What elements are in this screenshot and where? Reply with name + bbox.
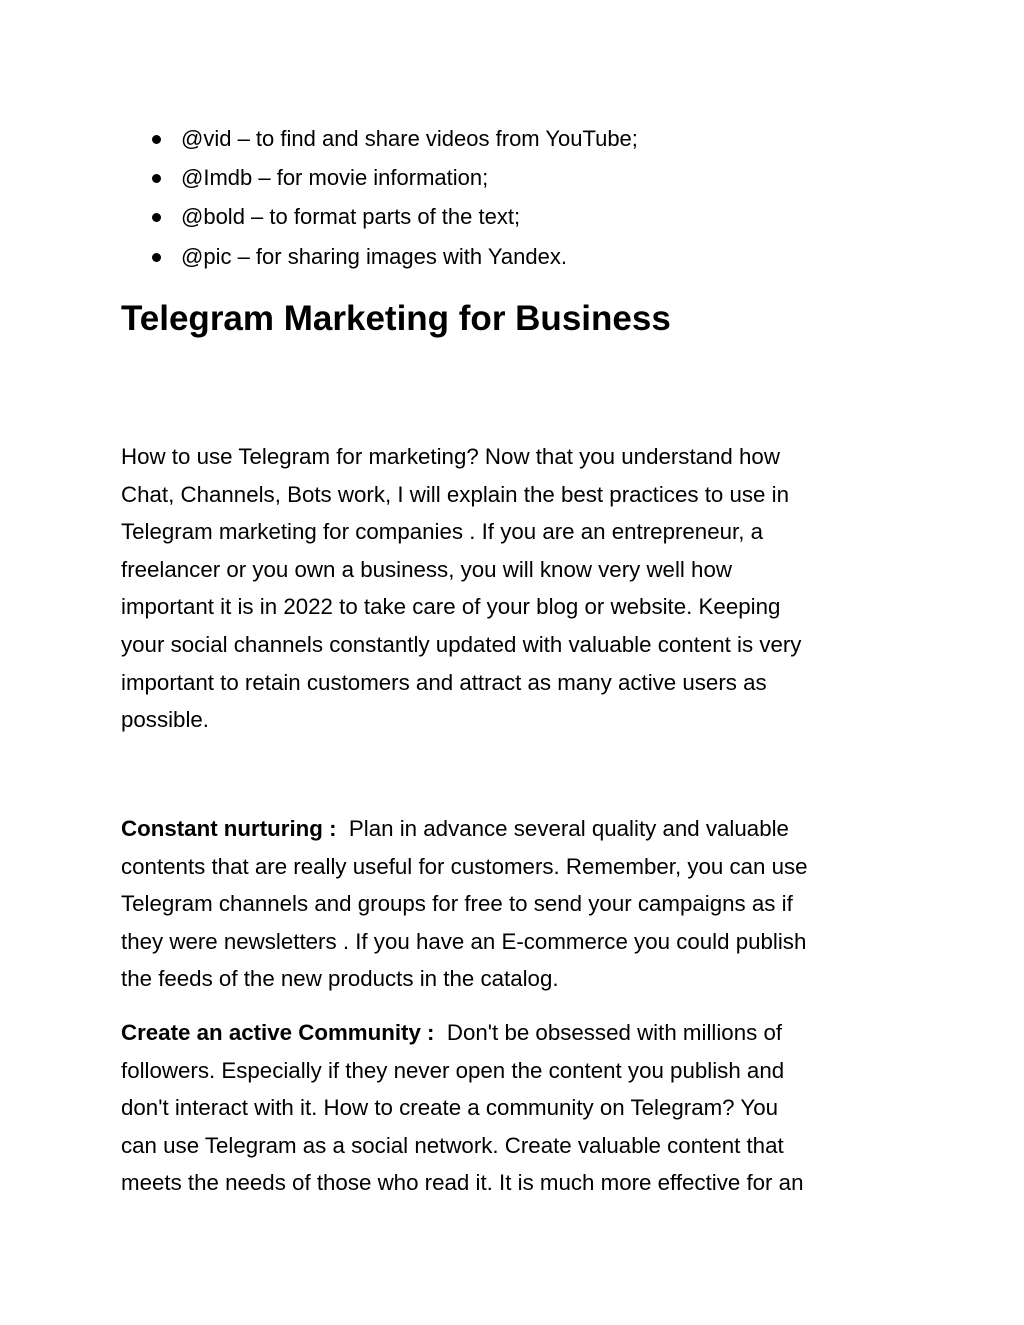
- paragraph-first-line: [121, 810, 896, 848]
- community-lead: Create an active Community :: [121, 1020, 435, 1045]
- list-item: [150, 121, 638, 160]
- paragraph-line: possible.: [121, 707, 210, 733]
- list-item: [150, 160, 638, 199]
- list-item-text: @Imdb – for movie information;: [181, 165, 489, 191]
- paragraph-line: important to retain customers and attract as many active users as: [121, 669, 767, 695]
- intro-paragraph: [121, 438, 896, 739]
- paragraph-line: How to use Telegram for marketing? Now that you understand how: [121, 444, 780, 469]
- bullet-icon: [152, 174, 161, 183]
- paragraph-line: can use Telegram as a social network. Create valuable content that: [121, 1132, 784, 1158]
- paragraph-line: Chat, Channels, Bots work, I will explain the best practices to use in: [121, 481, 789, 507]
- paragraph-line: contents that are really useful for customers. Remember, you can use: [121, 853, 808, 879]
- community-first-text: Don't be obsessed with millions of: [434, 1020, 783, 1045]
- list-item-text: @vid – to find and share videos from YouTube;: [181, 126, 638, 151]
- paragraph-line: meets the needs of those who read it. It is much more effective for an: [121, 1170, 804, 1196]
- bot-list: [150, 121, 638, 278]
- nurturing-paragraph: [121, 810, 896, 998]
- paragraph-line: Telegram channels and groups for free to send your campaigns as if: [121, 891, 793, 917]
- bullet-icon: [152, 135, 161, 144]
- community-paragraph: [121, 1014, 896, 1202]
- paragraph-first-line: [121, 1014, 896, 1052]
- paragraph-line: the feeds of the new products in the catalog.: [121, 966, 559, 992]
- list-item-text: @bold – to format parts of the text;: [181, 204, 521, 230]
- paragraph-line: important it is in 2022 to take care of your blog or website. Keeping: [121, 594, 781, 620]
- bullet-icon: [152, 253, 161, 262]
- paragraph-line: your social channels constantly updated with valuable content is very: [121, 631, 802, 657]
- nurturing-first-text: Plan in advance several quality and valuable: [336, 816, 789, 841]
- list-item-text: @pic – for sharing images with Yandex.: [181, 243, 567, 269]
- bullet-icon: [152, 213, 161, 222]
- paragraph-line: they were newsletters . If you have an E-commerce you could publish: [121, 928, 807, 954]
- paragraph-line: freelancer or you own a business, you will know very well how: [121, 556, 732, 582]
- paragraph-line: followers. Especially if they never open the content you publish and: [121, 1057, 785, 1083]
- paragraph-line: don't interact with it. How to create a community on Telegram? You: [121, 1095, 778, 1121]
- list-item: [150, 239, 638, 278]
- nurturing-lead: Constant nurturing :: [121, 816, 337, 841]
- list-item: [150, 199, 638, 238]
- section-heading: Telegram Marketing for Business: [121, 299, 671, 338]
- paragraph-line: Telegram marketing for companies . If you are an entrepreneur, a: [121, 519, 763, 545]
